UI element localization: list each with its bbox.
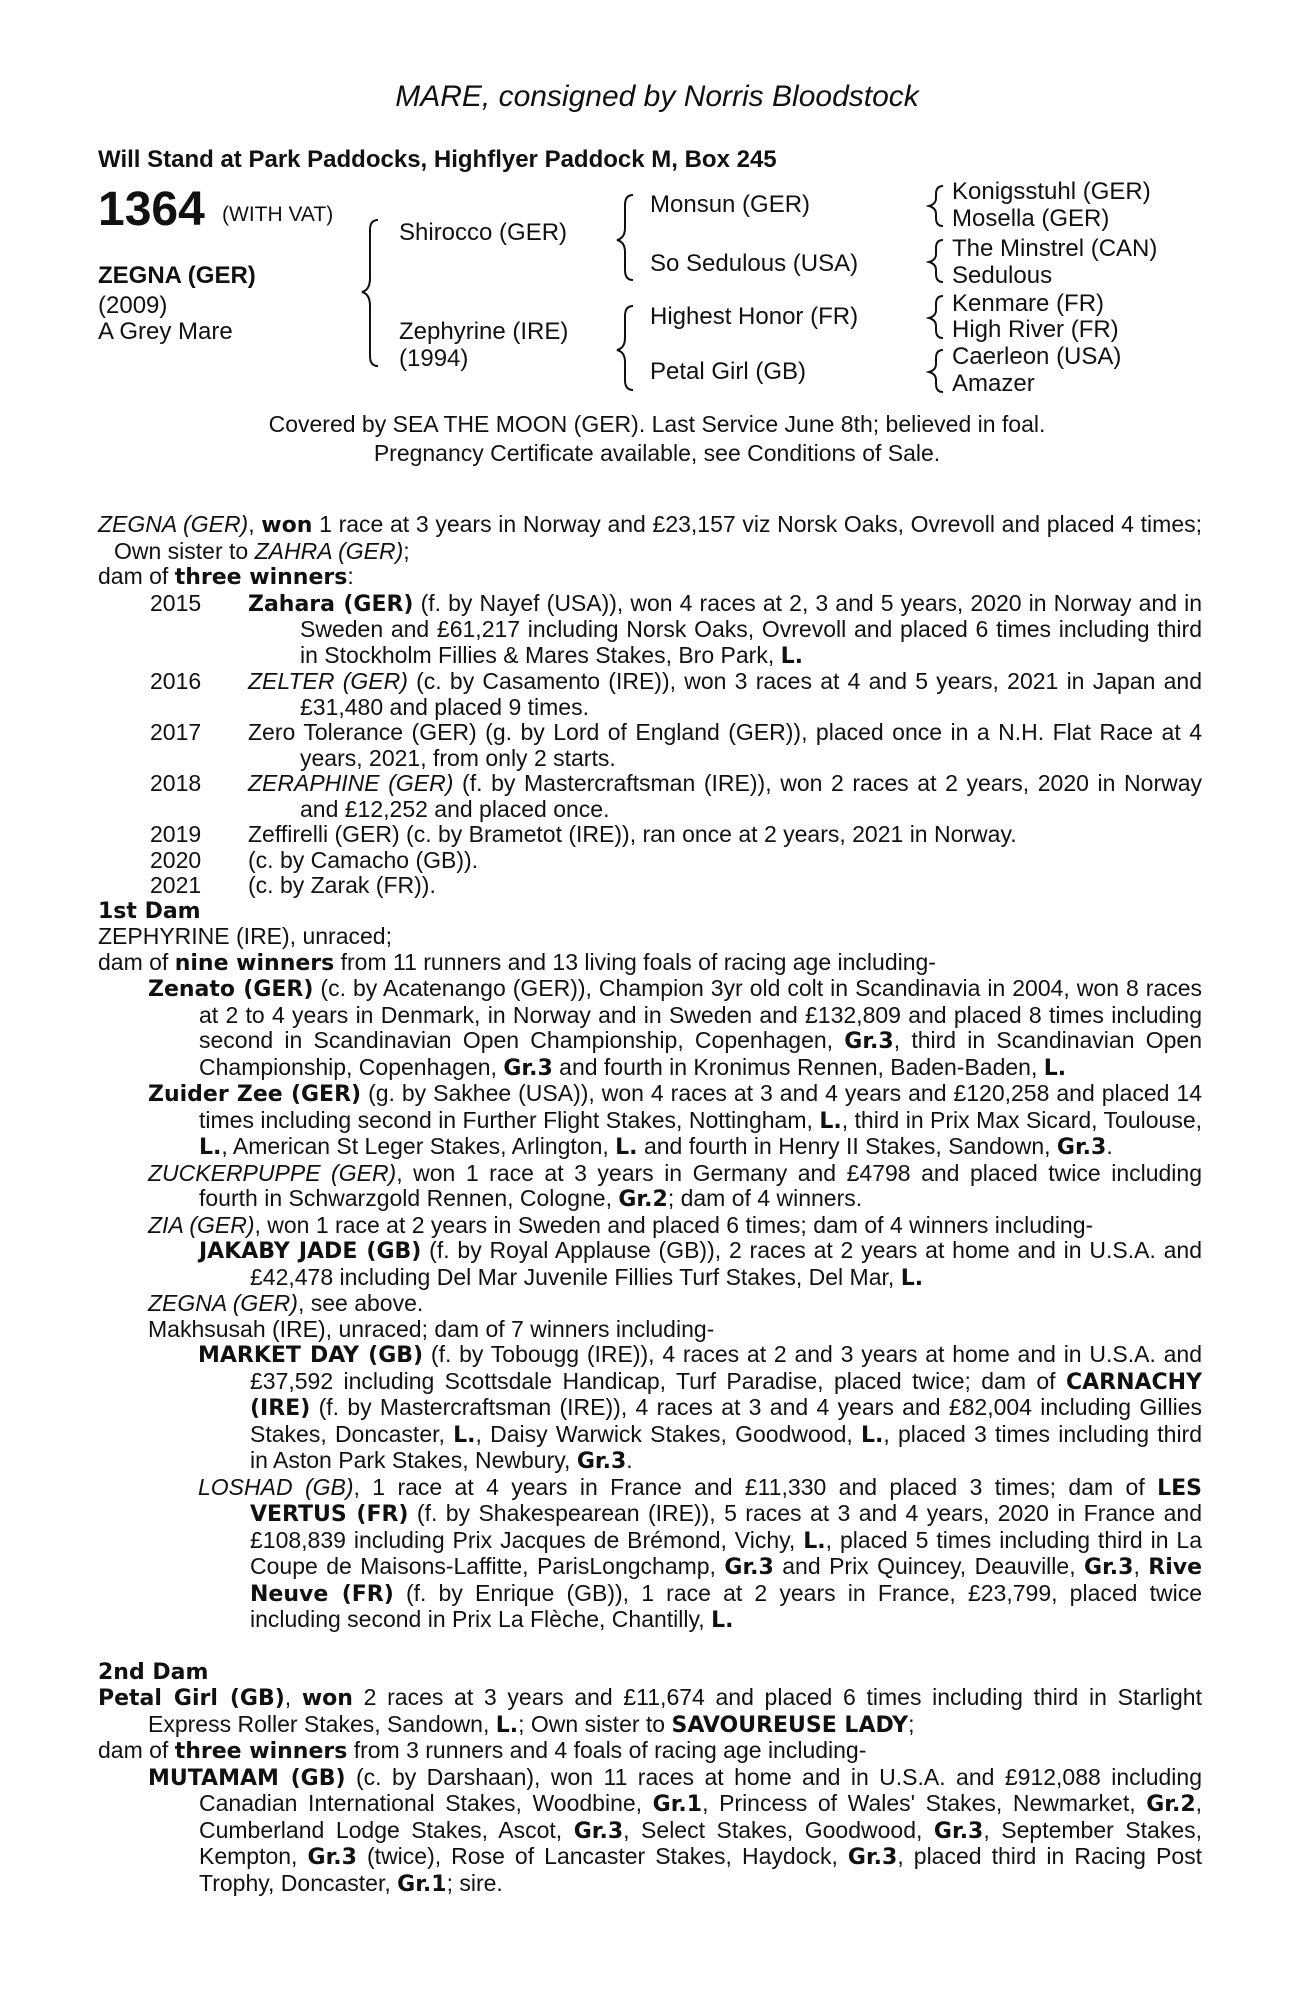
produce-row: 2019 Zeffirelli (GER) (c. by Brametot (IRE)), ran once at 2 years, 2021 in Norway.	[150, 821, 1017, 847]
pedigree-g3-4: Sedulous	[952, 262, 1053, 289]
covering-note	[0, 410, 1314, 468]
pedigree-g3-2: Mosella (GER)	[952, 205, 1110, 232]
produce-row: 2020 (c. by Camacho (GB)).	[150, 846, 479, 873]
second-dam-heading: 2nd Dam	[98, 1659, 209, 1685]
market-day-record: MARKET DAY (GB) (f. by Tobougg (IRE)), 4 races at 2 and 3 years at home and in U.S.A. and £37,592 including Scottsdale Handicap, Turf Paradise, placed twice; dam of CARNACHY (IRE) (f. by Mastercraftsman (IRE)), 4 races at 3 and 4 years and £82,004 including Gillies Stakes, Doncaster, L., Daisy Warwick Stakes, Goodwood, L., placed 3 times including third in Aston Park Stakes, Newbury, Gr.3.	[198, 1341, 1203, 1474]
brace-g3-3	[929, 296, 943, 338]
loshad-record: LOSHAD (GB), 1 race at 4 years in France and £11,330 and placed 3 times; dam of LES VERTUS (FR) (f. by Shakespearean (IRE)), 5 races at 3 and 4 years, 2020 in France and £108,839 including Prix Jacques de Brémond, Vichy, L., placed 5 times including third in La Coupe de Maisons-Laffitte, ParisLongchamp, Gr.3 and Prix Quincey, Deauville, Gr.3, Rive Neuve (FR) (f. by Enrique (GB)), 1 race at 2 years in France, £23,799, placed twice including second in Prix La Flèche, Chantilly, L.	[198, 1473, 1203, 1633]
pedigree-g3-3: The Minstrel (CAN)	[952, 235, 1158, 262]
produce-row: 2017 Zero Tolerance (GER) (g. by Lord of England (GER)), placed once in a N.H. Flat Race at 4 years, 2021, from only 2 starts.	[150, 719, 1203, 771]
pedigree-g3-1: Konigsstuhl (GER)	[952, 178, 1151, 205]
horse-description: A Grey Mare	[98, 318, 233, 345]
produce-row: 2015 Zahara (GER) (f. by Nayef (USA)), won 4 races at 2, 3 and 5 years, 2020 in Norway and in Sweden and £61,217 including Norsk Oaks, Ovrevoll and placed 6 times including third in Stockholm Fillies & Mares Stakes, Bro Park, L.	[150, 589, 1203, 669]
pedigree-dam-dam: Petal Girl (GB)	[650, 358, 807, 385]
produce-row: 2018 ZERAPHINE (GER) (f. by Mastercraftsman (IRE)), won 2 races at 2 years, 2020 in Norway and £12,252 and placed once.	[150, 770, 1203, 822]
brace-dam	[617, 306, 633, 390]
brace-sire-dam	[362, 220, 378, 366]
pedigree-dam-sire: Highest Honor (FR)	[650, 303, 859, 330]
zia-record: ZIA (GER), won 1 race at 2 years in Sweden and placed 6 times; dam of 4 winners including-	[148, 1211, 1094, 1238]
second-dam-dam-of: dam of three winners from 3 runners and 4 foals of racing age including-	[98, 1737, 867, 1764]
pedigree-dam-year: (1994)	[399, 345, 469, 372]
brace-g3-1	[929, 186, 943, 226]
zuider-record: Zuider Zee (GER) (g. by Sakhee (USA)), won 4 races at 3 and 4 years and £120,258 and placed 14 times including second in Further Flight Stakes, Nottingham, L., third in Prix Max Sicard, Toulouse, L., American St Leger Stakes, Arlington, L. and fourth in Henry II Stakes, Sandown, Gr.3.	[148, 1080, 1203, 1160]
pedigree-g3-8: Amazer	[952, 370, 1035, 397]
covering-line-2: Pregnancy Certificate available, see Conditions of Sale.	[373, 440, 941, 466]
zegna-record: ZEGNA (GER), won 1 race at 3 years in Norway and £23,157 viz Norsk Oaks, Ovrevoll and placed 4 times; Own sister to ZAHRA (GER);	[98, 511, 1202, 564]
pedigree-sire: Shirocco (GER)	[399, 219, 568, 246]
brace-sire	[617, 195, 633, 280]
brace-g3-4	[929, 350, 943, 392]
pedigree-g3-7: Caerleon (USA)	[952, 343, 1122, 370]
first-dam-line: ZEPHYRINE (IRE), unraced;	[98, 923, 392, 949]
first-dam-dam-of: dam of nine winners from 11 runners and 13 living foals of racing age including-	[98, 948, 936, 976]
petal-girl-record: Petal Girl (GB), won 2 races at 3 years and £11,674 and placed 6 times including third in Starlight Express Roller Stakes, Sandown, L.; Own sister to SAVOUREUSE LADY;	[98, 1684, 1202, 1738]
pedigree-dam: Zephyrine (IRE)	[399, 318, 569, 345]
pedigree-g3-6: High River (FR)	[952, 316, 1119, 343]
section-gap	[98, 1634, 1202, 1660]
zenato-record: Zenato (GER) (c. by Acatenango (GER)), Champion 3yr old colt in Scandinavia in 2004, won 8 races at 2 to 4 years in Denmark, in Norway and in Sweden and £132,809 and placed 8 times including second in Scandinavian Open Championship, Copenhagen, Gr.3, third in Scandinavian Open Championship, Copenhagen, Gr.3 and fourth in Kronimus Rennen, Baden-Baden, L.	[148, 975, 1203, 1081]
pedigree-sire-sire: Monsun (GER)	[650, 191, 811, 218]
covering-line-1: Covered by SEA THE MOON (GER). Last Service June 8th; believed in foal.	[268, 411, 1046, 437]
vat-note: (WITH VAT)	[222, 203, 334, 226]
jakaby-record: JAKABY JADE (GB) (f. by Royal Applause (GB)), 2 races at 2 years at home and in U.S.A. and £42,478 including Del Mar Juvenile Fillies Turf Stakes, Del Mar, L.	[199, 1237, 1203, 1291]
catalogue-title: MARE, consigned by Norris Bloodstock	[395, 80, 919, 113]
pedigree-sire-dam: So Sedulous (USA)	[650, 250, 859, 277]
pedigree-g3-5: Kenmare (FR)	[952, 290, 1105, 317]
zegna-dam-of: dam of three winners:	[98, 563, 354, 590]
zuckerpuppe-record: ZUCKERPUPPE (GER), won 1 race at 3 years in Germany and £4798 and placed twice including fourth in Schwarzgold Rennen, Cologne, Gr.2; dam of 4 winners.	[148, 1159, 1202, 1212]
first-dam-heading: 1st Dam	[98, 898, 201, 924]
produce-row: 2016 ZELTER (GER) (c. by Casamento (IRE)), won 3 races at 4 and 5 years, 2021 in Japan and £31,480 and placed 9 times.	[150, 668, 1202, 720]
mutamam-record: MUTAMAM (GB) (c. by Darshaan), won 11 races at home and in U.S.A. and £912,088 including Canadian International Stakes, Woodbine, Gr.1, Princess of Wales' Stakes, Newmarket, Gr.2, Cumberland Lodge Stakes, Ascot, Gr.3, Select Stakes, Goodwood, Gr.3, September Stakes, Kempton, Gr.3 (twice), Rose of Lancaster Stakes, Haydock, Gr.3, placed third in Racing Post Trophy, Doncaster, Gr.1; sire.	[148, 1763, 1203, 1897]
brace-g3-2	[929, 240, 943, 282]
horse-name: ZEGNA (GER)	[98, 262, 256, 289]
zegna-see-above: ZEGNA (GER), see above.	[148, 1290, 424, 1316]
horse-year: (2009)	[98, 292, 168, 319]
stand-location: Will Stand at Park Paddocks, Highflyer Paddock M, Box 245	[98, 146, 777, 173]
makhsusah-record: Makhsusah (IRE), unraced; dam of 7 winners including-	[148, 1315, 715, 1342]
produce-row: 2021 (c. by Zarak (FR)).	[150, 872, 436, 898]
lot-number: 1364	[98, 183, 205, 236]
catalogue-body	[98, 512, 1202, 1897]
